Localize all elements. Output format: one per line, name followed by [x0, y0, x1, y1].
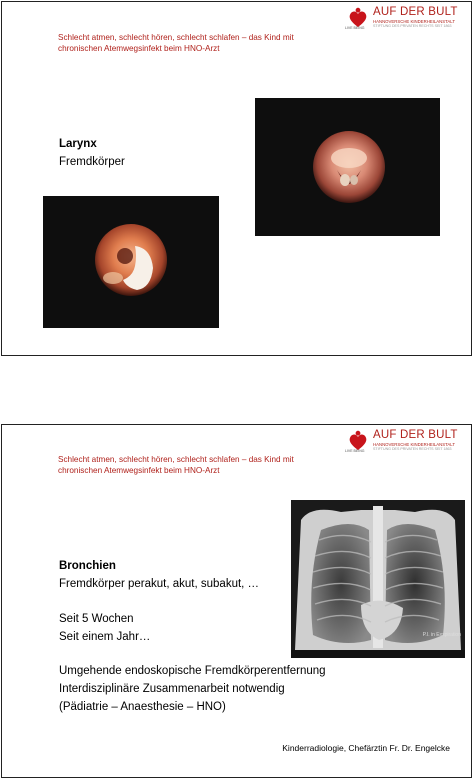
header-line-2: chronischen Atemwegsinfekt beim HNO-Arzt [58, 465, 220, 475]
clinic-logo [345, 429, 465, 457]
xray-label: P.I. in Exspiration [422, 632, 461, 638]
slide-bronchien [1, 424, 472, 778]
logo-subtitle: HANNOVERSCHE KINDERHEILANSTALT [373, 19, 455, 24]
slide-heading: Larynx [59, 138, 97, 150]
logo-brand: AUF DER BULT [373, 6, 458, 18]
slide-heading: Bronchien [59, 560, 116, 572]
endoscopy-image-foreign-body [43, 196, 219, 328]
slide-line-1: Fremdkörper perakut, akut, subakut, … [59, 578, 260, 590]
slide-line-3: Seit einem Jahr… [59, 631, 151, 643]
slide-header-title [58, 33, 338, 54]
slide-header-title [58, 455, 338, 476]
logo-tagline: STIFTUNG DES PRIVATEN RECHTS SEIT 1863 [373, 447, 452, 451]
slide-larynx [1, 1, 472, 356]
logo-subtitle: HANNOVERSCHE KINDERHEILANSTALT [373, 442, 455, 447]
slide-line-4: Umgehende endoskopische Fremdkörperentfernung [59, 665, 326, 677]
logo-mark-caption: LIVE BEING [345, 449, 365, 453]
logo-tagline: STIFTUNG DES PRIVATEN RECHTS SEIT 1863 [373, 24, 452, 28]
chest-xray-image [291, 500, 465, 658]
logo-brand: AUF DER BULT [373, 429, 458, 441]
slide-body-text: Fremdkörper [59, 156, 125, 168]
slide-footer-credit: Kinderradiologie, Chefärztin Fr. Dr. Engelcke [282, 743, 450, 753]
slide-line-6: (Pädiatrie – Anaesthesie – HNO) [59, 701, 226, 713]
header-line-1: Schlecht atmen, schlecht hören, schlecht schlafen – das Kind mit [58, 33, 294, 42]
clinic-logo [345, 6, 465, 34]
slide-line-2: Seit 5 Wochen [59, 613, 134, 625]
slide-line-5: Interdisziplinäre Zusammenarbeit notwendig [59, 683, 285, 695]
logo-mark-caption: LIVE BEING [345, 26, 365, 30]
header-line-1: Schlecht atmen, schlecht hören, schlecht schlafen – das Kind mit [58, 455, 294, 464]
header-line-2: chronischen Atemwegsinfekt beim HNO-Arzt [58, 43, 220, 53]
endoscopy-image-larynx [255, 98, 440, 236]
